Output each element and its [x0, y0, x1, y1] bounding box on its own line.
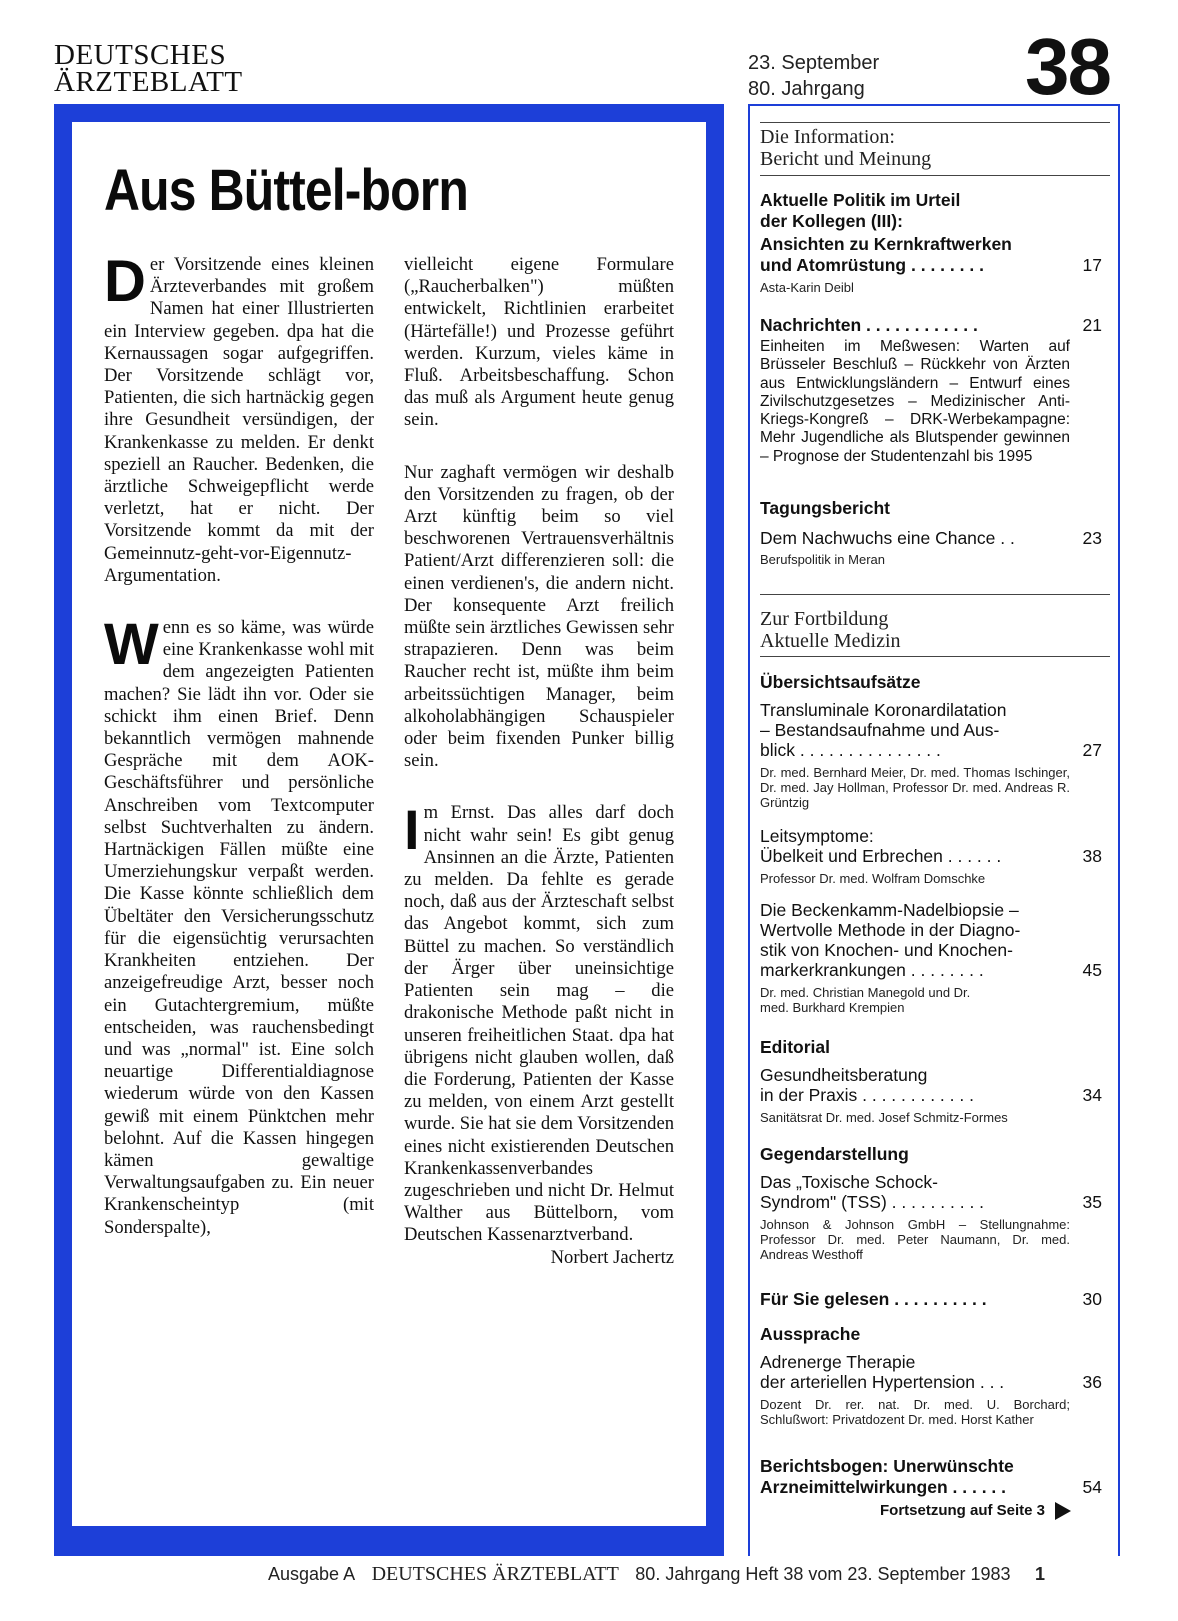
masthead-line2: ÄRZTEBLATT	[54, 66, 243, 98]
issue-number: 38	[1025, 22, 1110, 111]
drop-cap: W	[104, 612, 159, 678]
toc-aussprache[interactable]: Aussprache Adrenerge Therapie der arteriellen Hypertension . . . 36 Dozent Dr. rer. nat. Dr. med. U. Borchard; Schlußwort: Privatdozent Dr. med. Horst Kather	[760, 1324, 1102, 1427]
page-number: 38	[1082, 846, 1102, 866]
toc-berichtsbogen[interactable]: Berichtsbogen: Unerwünschte Arzneimittelwirkungen . . . . . . 54	[760, 1456, 1102, 1497]
issue-volume: 80. Jahrgang	[748, 78, 865, 100]
divider	[760, 656, 1110, 657]
toc-gegendarstellung[interactable]: Gegendarstellung Das „Toxische Schock- Syndrom" (TSS) . . . . . . . . . . 35 Johnson & Johnson GmbH – Stellungnahme: Professor Dr. med. Peter Naumann, Dr. med. Andreas Westhoff	[760, 1144, 1102, 1262]
toc-entry-nadelbiopsie[interactable]: Die Beckenkamm-Nadelbiopsie – Wertvolle Methode in der Diagno- stik von Knochen- und Knochen- markerkrankungen . . . . . . . . 45 Dr. med. Christian Manegold und Dr. med. Burkhard Krempien	[760, 900, 1102, 1015]
page-number: 17	[1082, 255, 1102, 275]
issue-date-block	[748, 50, 879, 102]
page-number: 36	[1082, 1372, 1102, 1392]
divider	[760, 175, 1110, 176]
arrow-right-icon	[1055, 1502, 1071, 1520]
article-column-1	[104, 249, 374, 1269]
masthead-logo	[54, 39, 243, 98]
page-footer	[268, 1562, 1045, 1586]
toc-entry-koronardilatation[interactable]: Transluminale Koronardilatation – Bestandsaufnahme und Aus- blick . . . . . . . . . . . . . . . 27 Dr. med. Bernhard Meier, Dr. med. Thomas Ischinger, Dr. med. Jay Hollman, Professor Dr. med. Andreas R. Grüntzig	[760, 700, 1102, 810]
issue-date: 23. September	[748, 52, 880, 74]
page-number: 30	[1082, 1289, 1102, 1309]
divider	[760, 122, 1110, 123]
page-number: 35	[1082, 1192, 1102, 1212]
toc-uebersicht-head: Übersichtsaufsätze	[760, 672, 921, 692]
continue-link[interactable]: Fortsetzung auf Seite 3	[880, 1502, 1071, 1520]
footer-edition: Ausgabe A	[268, 1564, 356, 1584]
masthead-line1: DEUTSCHES	[54, 39, 227, 71]
paragraph: Der Vorsitzende eines kleinen Ärzteverbandes mit großem Namen hat einer Illustrierten ein Interview gegeben. dpa hat die Kernaussagen sogar aufgegriffen. Der Vorsitzende schlägt vor, Patienten, die sich hartnäckig gegen ihre Gesundheit versündigen, der Krankenkasse zu melden. Er denkt speziell an Raucher. Bedenken, die ärztliche Schweigepflicht werde verletzt, hat er nicht. Der Vorsitzende kommt da mit der Gemeinnutz-geht-vor-Eigennutz-Argumentation.	[104, 249, 374, 586]
page-number: 54	[1082, 1477, 1102, 1497]
toc-politik[interactable]: Aktuelle Politik im Urteil der Kollegen (III): Ansichten zu Kernkraftwerken und Atomrüstung . . . . . . . . 17 Asta-Karin Deibl	[760, 190, 1102, 295]
toc-section-fortbildung: Zur Fortbildung Aktuelle Medizin	[760, 608, 901, 652]
article-headline: Aus Büttel-born	[104, 158, 468, 223]
page-number: 21	[1082, 315, 1102, 335]
page-number: 45	[1082, 960, 1102, 980]
toc-fuer-sie-gelesen[interactable]: Für Sie gelesen . . . . . . . . . . 30	[760, 1289, 1102, 1309]
page-number: 23	[1082, 528, 1102, 548]
paragraph: Wenn es so käme, was würde eine Krankenkasse wohl mit dem angezeigten Patienten machen? Sie lädt ihn vor. Oder sie schickt ihm einen Brief. Denn bekanntlich vermögen mahnende Gespräche mit dem AOK-Geschäftsführer und persönliche Anschreiben vom Textcomputer selbst Suchtverhalten zu ändern. Hartnäckigen Fällen müßte eine Umerziehungskur verpaßt werden. Die Kasse könnte schließlich dem Übeltäter den Versicherungsschutz für die eigensüchtig verursachten Krankheiten entziehen. Der anzeigefreudige Arzt, besser noch ein Gutachtergremium, müßte entscheiden, was rauchensbedingt und was „normal" ist. Eine solch neuartige Differentialdiagnose wiederum würde von den Kassen gewiß mit einem Pünktchen mehr belohnt. Auf die Kassen hingegen kämen gewaltige Verwaltungsaufgaben zu. Ein neuer Krankenscheintyp (mit Sonderspalte),	[104, 612, 374, 1238]
toc-section-information: Die Information: Bericht und Meinung	[760, 126, 932, 170]
drop-cap: I	[404, 798, 420, 862]
article-author: Norbert Jachertz	[550, 1246, 674, 1268]
toc-nachrichten[interactable]: Nachrichten . . . . . . . . . . . . 21 Einheiten im Meßwesen: Warten auf Brüsseler Beschluß – Rückkehr von Ärzten aus Entwicklungsländern – Entwurf eines Zivilschutzgesetzes – Medizinischer Anti-Kriegs-Kongreß – DRK-Werbekampagne: Mehr Jugendliche als Blutspender gewinnen – Prognose der Studentenzahl bis 1995	[760, 315, 1102, 465]
footer-page-number: 1	[1035, 1564, 1046, 1584]
paragraph: Im Ernst. Das alles darf doch nicht wahr sein! Es gibt genug Ansinnen an die Ärzte, Patienten zu melden. Da fehlte es gerade noch, daß aus der Ärzteschaft selbst das Angebot kommt, sich zum Büttel zu machen. So verständlich der Ärger über uneinsichtige Patienten sein mag – die drakonische Methode paßt nicht in unseren freiheitlichen Staat. dpa hat übrigens nicht glauben wollen, daß die Forderung, Patienten der Kasse zu melden, von einem Arzt gestellt wurde. Sie hat sie dem Vorsitzenden eines nicht existierenden Deutschen Krankenkassenverbandes zugeschrieben und nicht Dr. Helmut Walther aus Büttelborn, vom Deutschen Kassenarztverband.	[404, 798, 674, 1246]
paragraph: vielleicht eigene Formulare („Raucherbalken") müßten entwickelt, Richtlinien erarbeitet (Härtefälle!) und Prozesse geführt werden. Kurzum, vieles käme in Fluß. Arbeitsbeschaffung. Schon das muß als Argument heute genug sein.	[404, 254, 674, 431]
toc-editorial[interactable]: Editorial Gesundheitsberatung in der Praxis . . . . . . . . . . . . 34 Sanitätsrat Dr. med. Josef Schmitz-Formes	[760, 1037, 1102, 1125]
toc-entry-leitsymptome[interactable]: Leitsymptome: Übelkeit und Erbrechen . . . . . . 38 Professor Dr. med. Wolfram Domschke	[760, 826, 1102, 886]
drop-cap: D	[104, 249, 146, 314]
divider	[760, 594, 1110, 595]
page-number: 27	[1082, 740, 1102, 760]
footer-magazine: DEUTSCHES ÄRZTEBLATT	[371, 1563, 619, 1585]
paragraph: Nur zaghaft vermögen wir deshalb den Vorsitzenden zu fragen, ob der Arzt künftig beim so viel beschworenen Vertrauensverhältnis Patient/Arzt differenzieren soll: die einen verdienen's, die andern nicht. Der konsequente Arzt freilich müßte sein ärztliches Gewissen sehr strapazieren. Denn was beim Raucher recht ist, müßte ihm beim arbeitssüchtigen Manager, beim alkoholabhängigen Schauspieler oder beim fixenden Punker billig sein.	[404, 461, 674, 772]
footer-info: 80. Jahrgang Heft 38 vom 23. September 1983	[635, 1564, 1011, 1584]
toc-tagungsbericht[interactable]: Tagungsbericht Dem Nachwuchs eine Chance . . 23 Berufspolitik in Meran	[760, 498, 1102, 567]
article-column-2	[404, 254, 674, 1269]
page-number: 34	[1082, 1085, 1102, 1105]
